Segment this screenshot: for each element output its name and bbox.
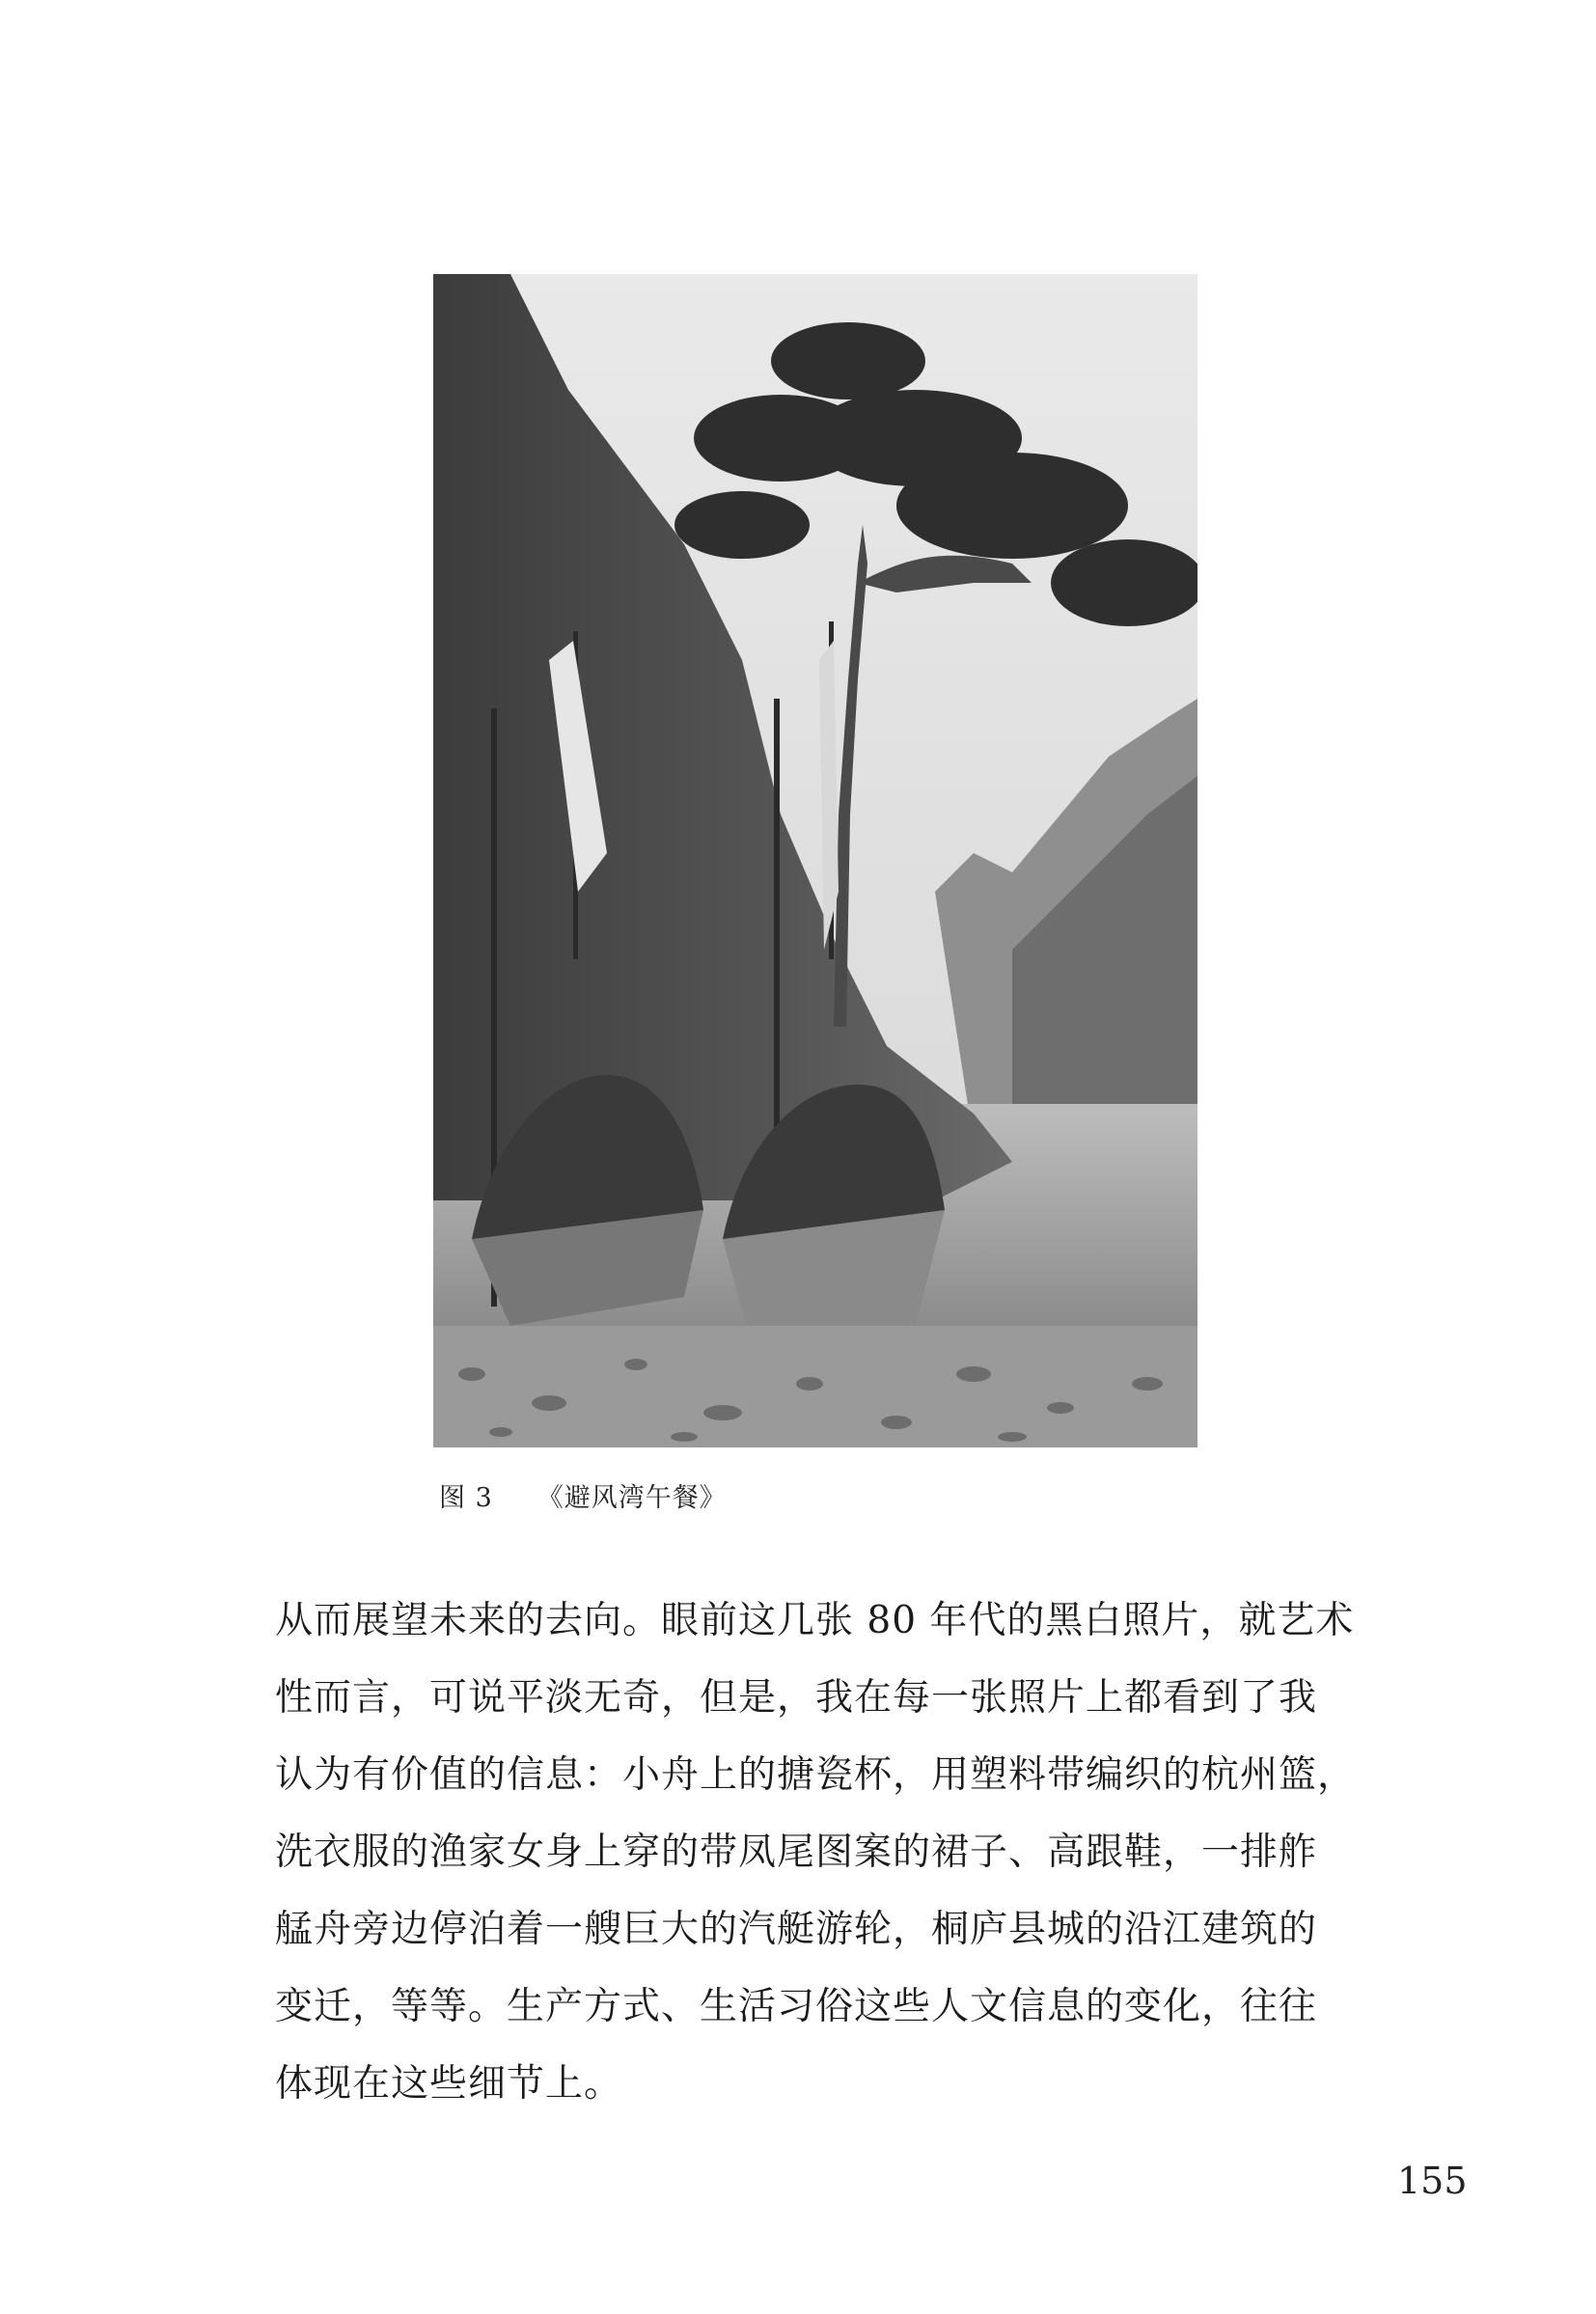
body-line: 艋舟旁边停泊着一艘巨大的汽艇游轮，桐庐县城的沿江建筑的 xyxy=(275,1908,1318,1951)
body-line: 性而言，可说平淡无奇，但是，我在每一张照片上都看到了我 xyxy=(275,1676,1318,1720)
body-paragraph xyxy=(275,1583,1356,2123)
figure-photo xyxy=(433,274,1197,1447)
body-line: 认为有价值的信息：小舟上的搪瓷杯，用塑料带编织的杭州篮， xyxy=(275,1753,1357,1797)
body-line: 体现在这些细节上。 xyxy=(275,2062,623,2106)
figure-caption xyxy=(439,1476,727,1514)
figure-number: 图 3 xyxy=(439,1483,493,1513)
page-number: 155 xyxy=(1397,2160,1468,2202)
figure-title: 《避风湾午餐》 xyxy=(537,1483,727,1513)
body-line: 变迁，等等。生产方式、生活习俗这些人文信息的变化，往往 xyxy=(275,1985,1318,2028)
boats-photo-image xyxy=(433,274,1197,1447)
body-line: 从而展望未来的去向。眼前这几张 80 年代的黑白照片，就艺术 xyxy=(275,1599,1355,1642)
body-line: 洗衣服的渔家女身上穿的带凤尾图案的裙子、高跟鞋，一排舴 xyxy=(275,1831,1318,1874)
